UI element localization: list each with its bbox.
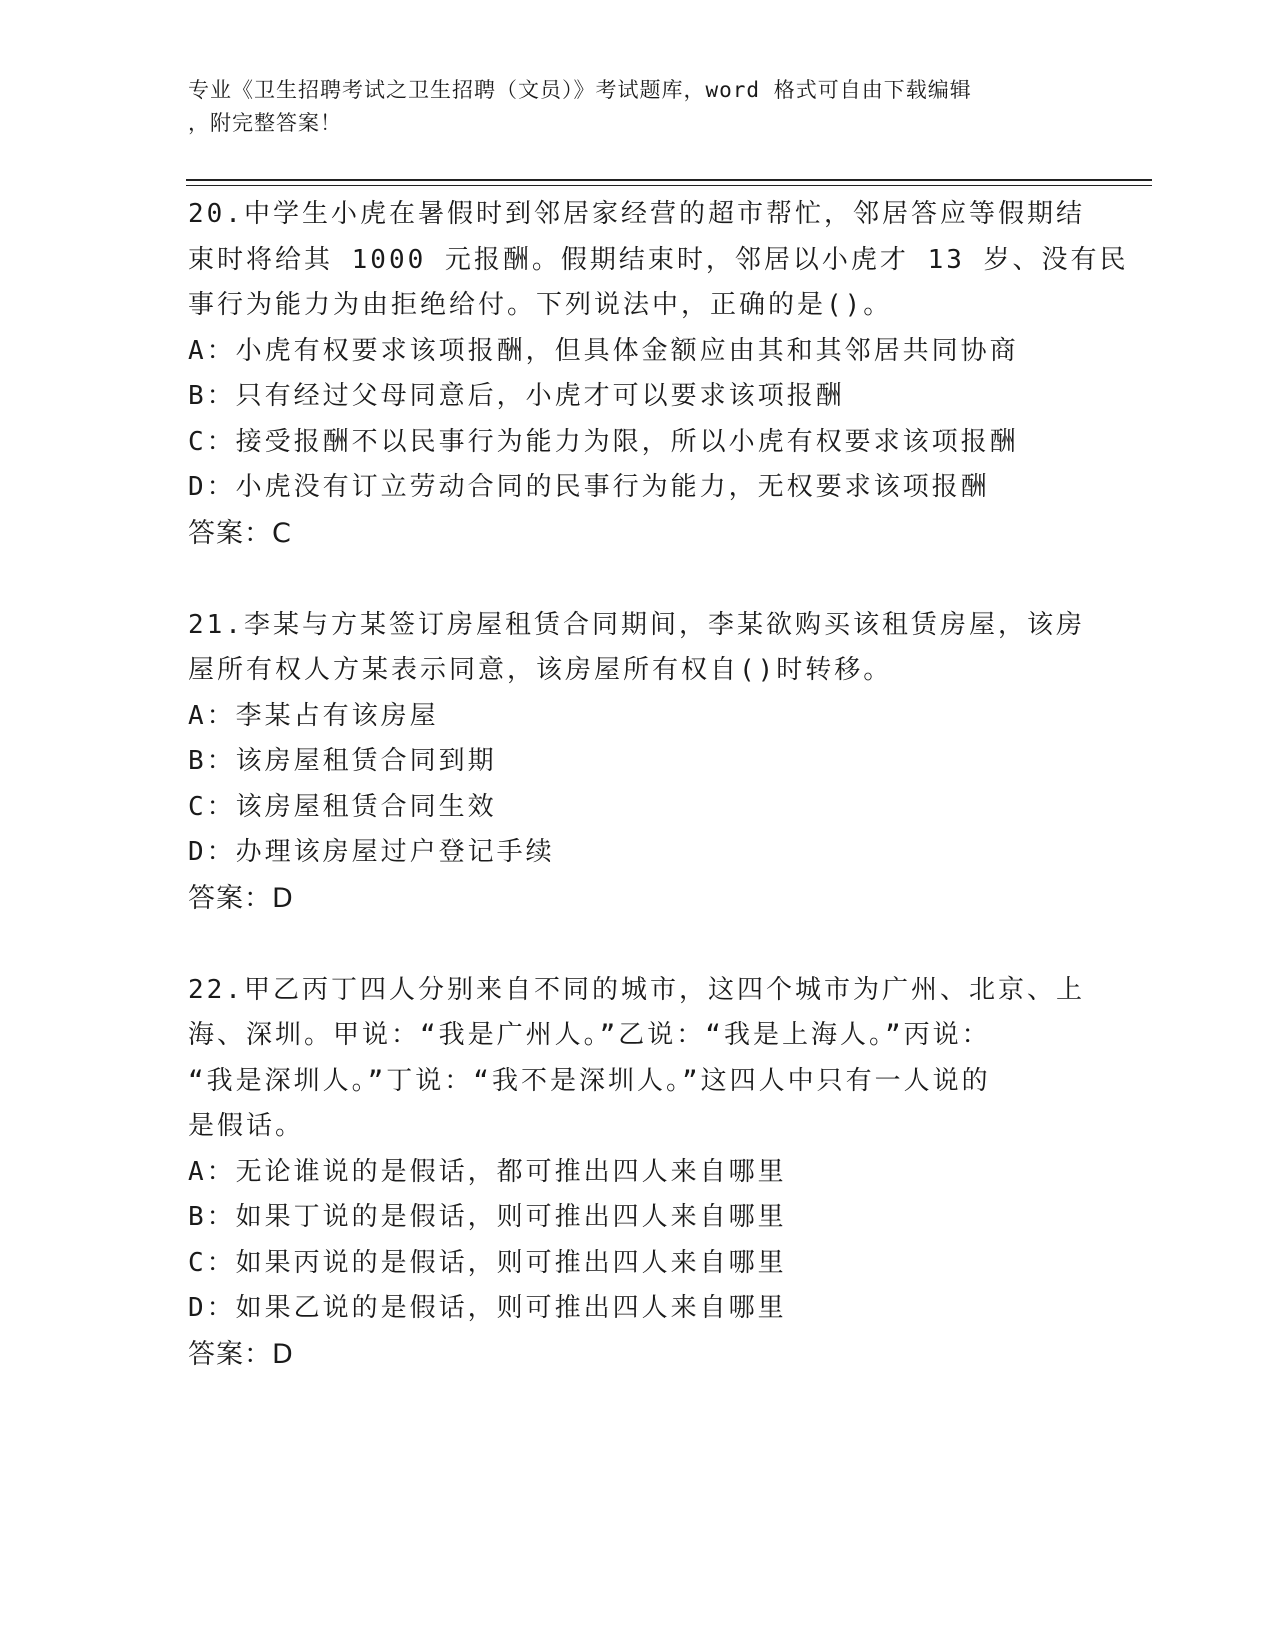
question-stem-line: 21.李某与方某签订房屋租赁合同期间，李某欲购买该租赁房屋，该房 [188, 609, 1085, 640]
option-d: D：办理该房屋过户登记手续 [188, 837, 555, 867]
question-20 [188, 192, 1129, 557]
header-line: ，附完整答案！ [188, 111, 342, 135]
question-stem-line: 22.甲乙丙丁四人分别来自不同的城市，这四个城市为广州、北京、上 [188, 974, 1085, 1005]
answer-label: 答案：D [188, 1338, 294, 1370]
option-d: D：小虎没有订立劳动合同的民事行为能力，无权要求该项报酬 [188, 472, 990, 502]
question-stem-line: 是假话。 [188, 1111, 305, 1141]
question-stem-line: 屋所有权人方某表示同意，该房屋所有权自()时转移。 [188, 655, 893, 685]
header-divider-thin [186, 185, 1152, 186]
option-d: D：如果乙说的是假话，则可推出四人来自哪里 [188, 1293, 787, 1323]
option-c: C：如果丙说的是假话，则可推出四人来自哪里 [188, 1247, 787, 1278]
option-b: B：只有经过父母同意后，小虎才可以要求该项报酬 [188, 381, 845, 411]
option-c: C：该房屋租赁合同生效 [188, 791, 497, 822]
header-divider-thick [186, 179, 1152, 181]
question-stem-line: 海、深圳。甲说：“我是广州人。”乙说：“我是上海人。”丙说： [188, 1020, 991, 1050]
header-line: 专业《卫生招聘考试之卫生招聘（文员）》考试题库，word 格式可自由下载编辑 [188, 78, 972, 102]
option-b: B：如果丁说的是假话，则可推出四人来自哪里 [188, 1202, 787, 1232]
option-a: A：李某占有该房屋 [188, 700, 439, 731]
question-stem-line: 束时将给其 1000 元报酬。假期结束时，邻居以小虎才 13 岁、没有民 [188, 244, 1129, 275]
question-list [188, 192, 1129, 1424]
answer-label: 答案：D [188, 882, 294, 914]
document-header [188, 74, 1088, 140]
question-22 [188, 968, 1088, 1378]
question-stem-line: 20.中学生小虎在暑假时到邻居家经营的超市帮忙，邻居答应等假期结 [188, 199, 1085, 229]
question-stem-line: “我是深圳人。”丁说：“我不是深圳人。”这四人中只有一人说的 [188, 1065, 991, 1096]
question-21 [188, 603, 1088, 922]
option-c: C：接受报酬不以民事行为能力为限，所以小虎有权要求该项报酬 [188, 426, 1019, 457]
option-a: A：小虎有权要求该项报酬，但具体金额应由其和其邻居共同协商 [188, 335, 1019, 366]
answer-label: 答案：C [188, 517, 292, 549]
option-a: A：无论谁说的是假话，都可推出四人来自哪里 [188, 1156, 787, 1187]
option-b: B：该房屋租赁合同到期 [188, 746, 497, 776]
question-stem-line: 事行为能力为由拒绝给付。下列说法中，正确的是()。 [188, 290, 893, 320]
